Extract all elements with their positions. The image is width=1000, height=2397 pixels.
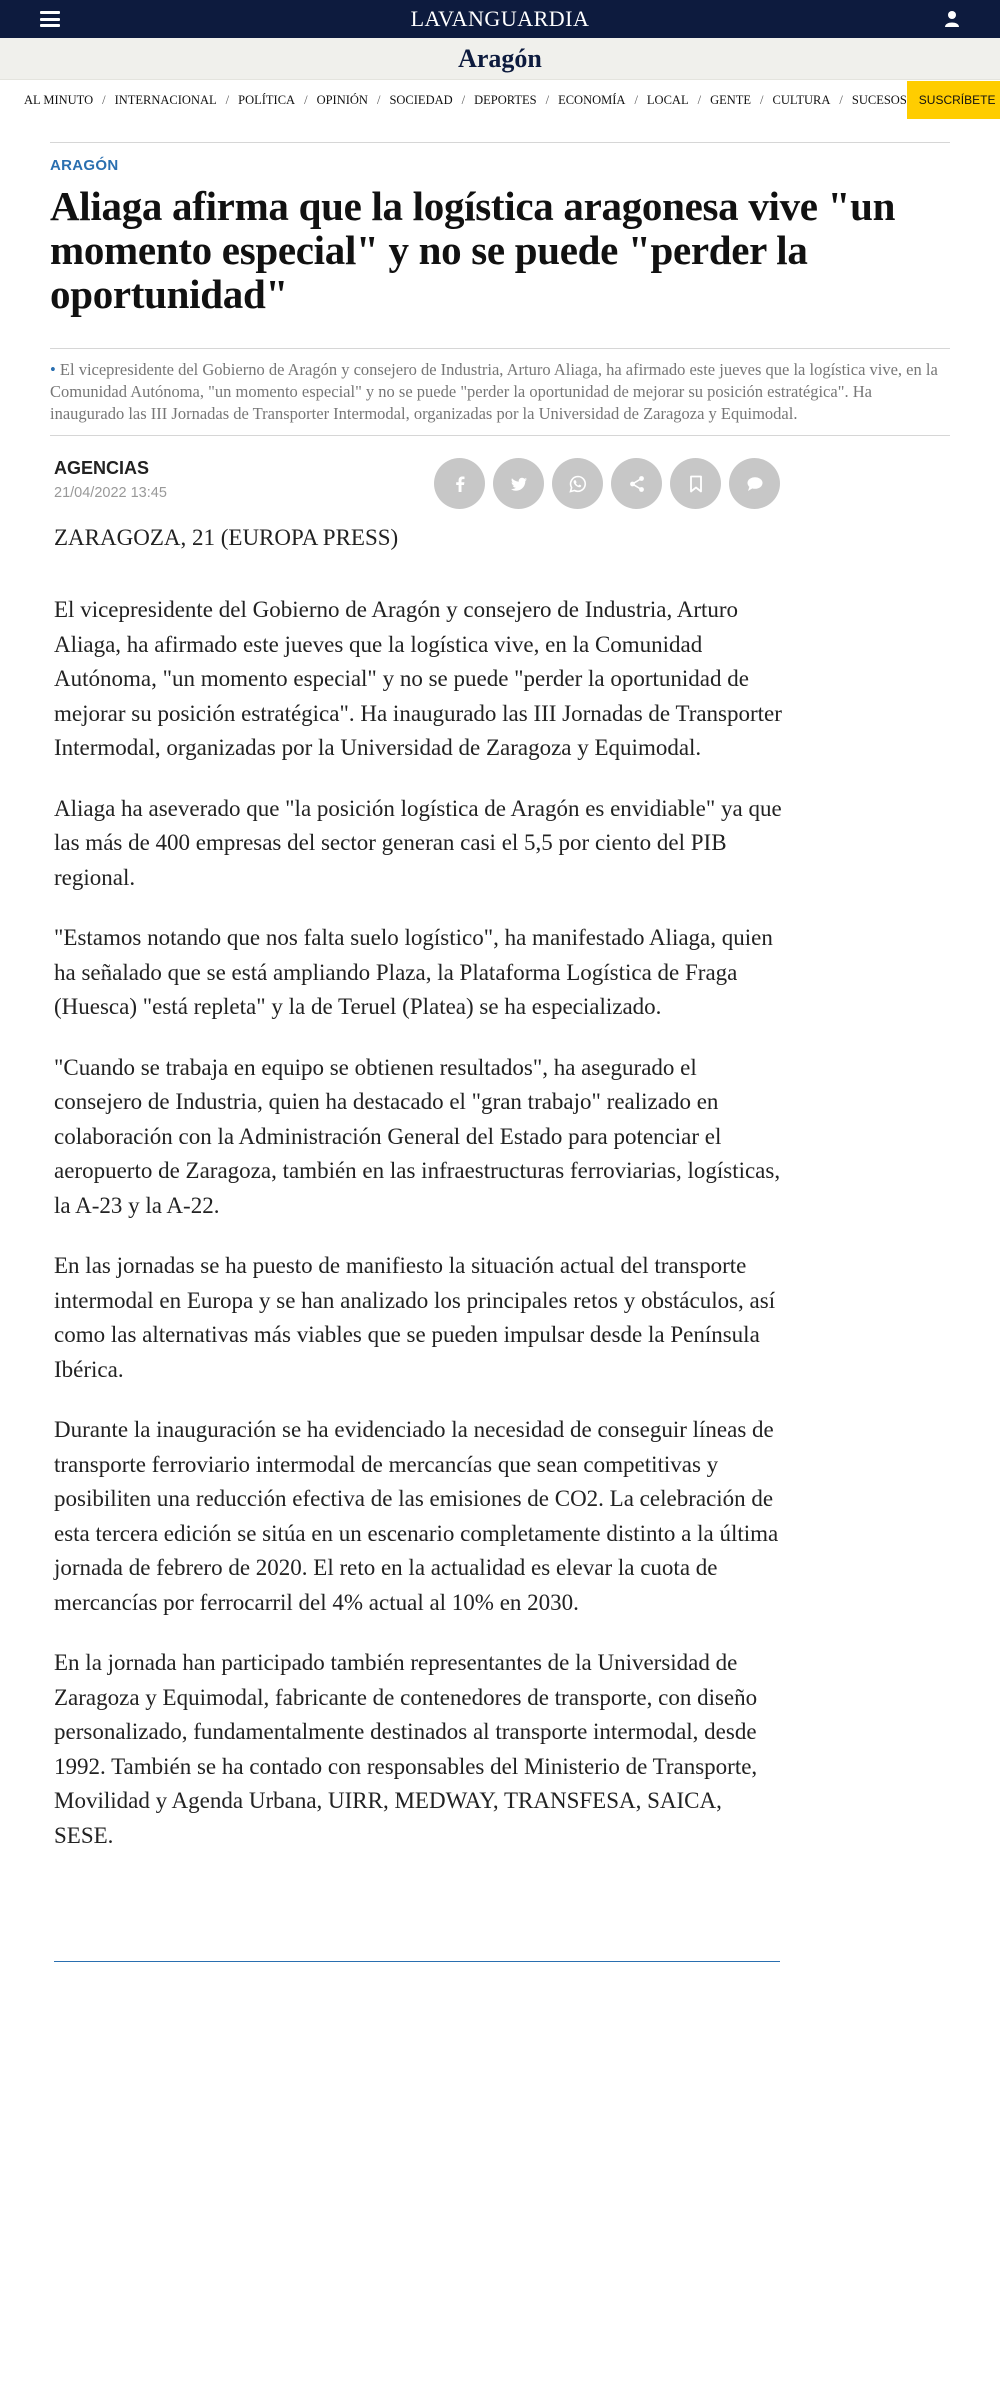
byline-row: [50, 458, 780, 509]
nav-separator: /: [376, 92, 381, 107]
twitter-share-button[interactable]: [493, 458, 544, 509]
nav-separator: /: [102, 92, 106, 107]
article-paragraph: "Estamos notando que nos falta suelo logístico", ha manifestado Aliaga, quien ha señalado que se está ampliando Plaza, la Plataforma Logística de Fraga (Huesca) "está repleta" y la de Teruel (Platea) se ha especializado.: [54, 925, 773, 1019]
article-kicker[interactable]: ARAGÓN: [50, 157, 119, 174]
byline: [50, 458, 167, 501]
facebook-share-button[interactable]: [434, 458, 485, 509]
menu-icon[interactable]: [40, 11, 60, 27]
share-button[interactable]: [611, 458, 662, 509]
nav-item-al-minuto[interactable]: AL MINUTO: [24, 92, 94, 107]
article-body: [54, 523, 784, 1853]
main-nav: [0, 80, 1000, 120]
section-bar: [0, 38, 1000, 80]
nav-separator: /: [304, 92, 308, 107]
divider: [50, 142, 950, 143]
summary-text: El vicepresidente del Gobierno de Aragón y consejero de Industria, Arturo Aliaga, ha afirmado este jueves que la logística vive, en la Comunidad Autónoma, "un momento especial" y no se puede "perder la oportunidad de mejorar su posición estratégica". Ha inaugurado las III Jornadas de Transporter Intermodal, organizadas por la Universidad de Zaragoza y Equimodal.: [50, 360, 938, 423]
nav-item-gente[interactable]: GENTE: [710, 92, 752, 107]
share-icon: [627, 474, 647, 494]
nav-separator: /: [545, 92, 550, 107]
article-paragraph: Aliaga ha aseverado que "la posición logística de Aragón es envidiable" ya que las más de 400 empresas del sector generan casi el 5,5 por ciento del PIB regional.: [54, 795, 782, 890]
nav-item-local[interactable]: LOCAL: [646, 92, 689, 107]
nav-separator: /: [634, 92, 638, 107]
article-dateline: ZARAGOZA, 21 (EUROPA PRESS): [54, 525, 399, 550]
brand-logo[interactable]: LAVANGUARDIA: [410, 6, 590, 31]
article-paragraph: En la jornada han participado también representantes de la Universidad de Zaragoza y Equimodal, fabricante de contenedores de transporte, con diseño personalizado, fundamentalmente destinados al transporte intermodal, desde 1992. También se ha contado con responsables del Ministerio de Transporte, Movilidad y Agenda Urbana, UIRR, MEDWAY, TRANSFESA, SAICA, SESE.: [54, 1650, 758, 1848]
nav-item-deportes[interactable]: DEPORTES: [474, 92, 537, 107]
whatsapp-icon: [568, 474, 588, 494]
article-author: AGENCIAS: [54, 458, 150, 478]
summary-bullet: •: [50, 360, 56, 379]
footer-space: [50, 1962, 950, 2089]
nav-separator: /: [225, 92, 230, 107]
comments-button[interactable]: [729, 458, 780, 509]
whatsapp-share-button[interactable]: [552, 458, 603, 509]
section-title[interactable]: Aragón: [458, 43, 542, 73]
user-icon[interactable]: [944, 10, 960, 28]
article-paragraph: En las jornadas se ha puesto de manifiesto la situación actual del transporte intermodal en Europa y se han analizado los principales retos y obstáculos, así como las alternativas más viables que se pueden impulsar desde la Península Ibérica.: [54, 1253, 776, 1382]
nav-item-internacional[interactable]: INTERNACIONAL: [114, 92, 217, 107]
nav-item-sociedad[interactable]: SOCIEDAD: [389, 92, 453, 107]
nav-separator: /: [760, 92, 764, 107]
nav-item-cultura[interactable]: CULTURA: [772, 92, 831, 107]
comment-icon: [745, 474, 765, 494]
article-paragraph: Durante la inauguración se ha evidenciado la necesidad de conseguir líneas de transporte ferroviario intermodal de mercancías que sean competitivas y posibiliten una reducción efectiva de las emisiones de CO2. La celebración de esta tercera edición se sitúa en un escenario completamente distinto a la última jornada de febrero de 2020. El reto en la actualidad es elevar la cuota de mercancías por ferrocarril del 4% actual al 10% en 2030.: [54, 1417, 779, 1615]
nav-item-opinion[interactable]: OPINIÓN: [316, 92, 368, 107]
bookmark-button[interactable]: [670, 458, 721, 509]
article-date: 21/04/2022 13:45: [54, 485, 167, 501]
twitter-icon: [509, 474, 529, 494]
nav-item-economia[interactable]: ECONOMÍA: [558, 92, 626, 107]
nav-separator: /: [839, 92, 843, 107]
bookmark-icon: [686, 474, 706, 494]
article-paragraph: El vicepresidente del Gobierno de Aragón y consejero de Industria, Arturo Aliaga, ha afirmado este jueves que la logística vive, en la Comunidad Autónoma, "un momento especial" y no se puede "perder la oportunidad de mejorar su posición estratégica". Ha inaugurado las III Jornadas de Transporter Intermodal, organizadas por la Universidad de Zaragoza y Equimodal.: [54, 597, 782, 760]
nav-separator: /: [461, 92, 466, 107]
article-paragraph: "Cuando se trabaja en equipo se obtienen resultados", ha asegurado el consejero de Industria, quien ha destacado el "gran trabajo" realizado en colaboración con la Administración General del Estado para potenciar el aeropuerto de Zaragoza, también en las infraestructuras ferroviarias, logísticas, la A-23 y la A-22.: [54, 1054, 781, 1218]
subscribe-button[interactable]: SUSCRÍBETE: [907, 81, 1000, 119]
nav-item-sucesos[interactable]: SUCESOS: [851, 92, 907, 107]
article-summary: [50, 359, 950, 425]
article-headline: Aliaga afirma que la logística aragonesa vive "un momento especial" y no se puede "perder la oportunidad": [50, 183, 896, 317]
share-buttons: [434, 458, 780, 509]
nav-separator: /: [697, 92, 702, 107]
article-container: [0, 142, 1000, 2089]
top-bar: [0, 0, 1000, 38]
facebook-icon: [450, 474, 470, 494]
article-summary-box: [50, 348, 950, 436]
nav-item-politica[interactable]: POLÍTICA: [238, 92, 296, 107]
